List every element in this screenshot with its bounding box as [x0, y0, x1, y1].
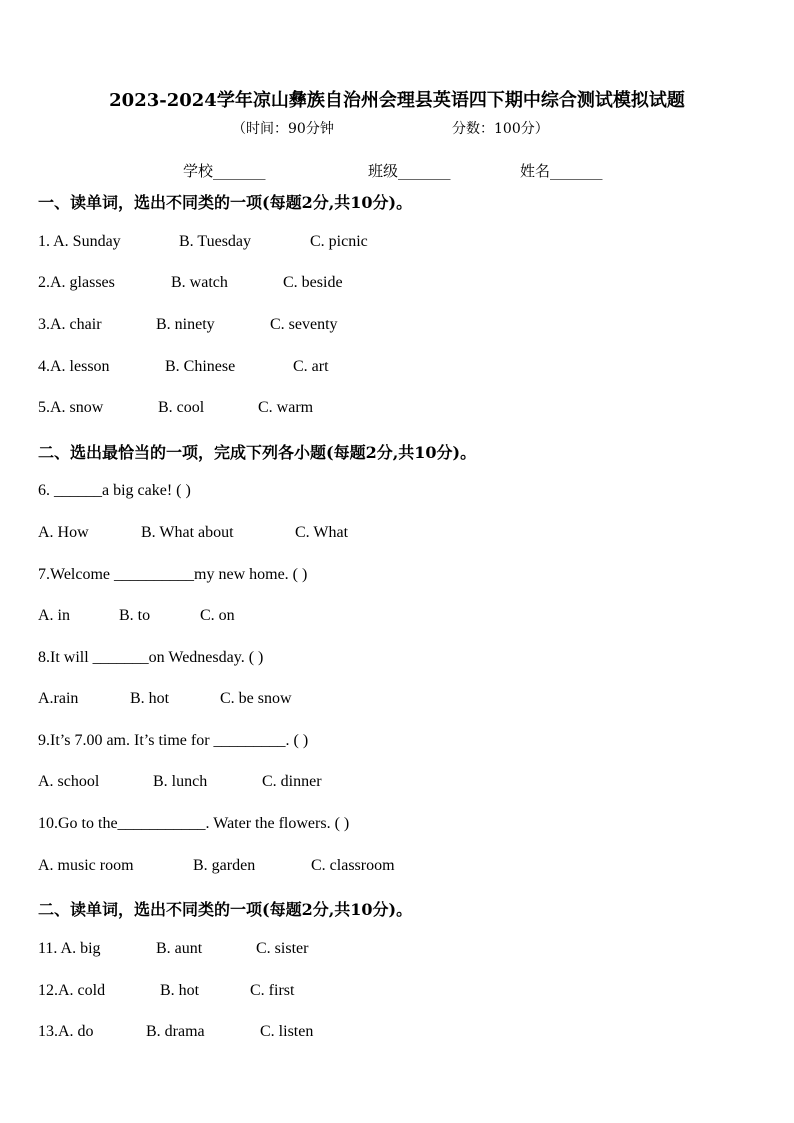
- option-a: 3.A. chair: [38, 316, 102, 333]
- option-c: C. beside: [283, 274, 343, 291]
- exam-time: （时间：90分钟: [232, 121, 334, 137]
- section-1-heading: 一、读单词，选出不同类的一项(每题2分,共10分)。: [38, 193, 413, 212]
- option-b: B. hot: [160, 982, 200, 999]
- option-b: B. Chinese: [165, 358, 236, 375]
- option-b: B. to: [119, 607, 151, 624]
- option-b: B. cool: [158, 399, 205, 416]
- option-a: A.rain: [38, 690, 79, 707]
- school-field: 学校_______: [183, 162, 266, 180]
- option-a: 4.A. lesson: [38, 358, 110, 375]
- page-title: 2023-2024学年凉山彝族自治州会理县英语四下期中综合测试模拟试题: [109, 90, 685, 111]
- question-9-stem: 9.It’s 7.00 am. It’s time for _________. ( ): [38, 732, 309, 749]
- exam-score: 分数：100分）: [452, 121, 549, 137]
- option-b: B. ninety: [156, 316, 215, 333]
- option-a: A. school: [38, 773, 100, 790]
- option-a: 2.A. glasses: [38, 274, 115, 291]
- option-b: B. aunt: [156, 940, 203, 957]
- option-c: C. dinner: [262, 773, 322, 790]
- option-a: 1. A. Sunday: [38, 233, 121, 250]
- section-2-heading: 二、选出最恰当的一项，完成下列各小题(每题2分,共10分)。: [38, 443, 477, 462]
- option-c: C. What: [295, 524, 349, 541]
- option-a: 11. A. big: [38, 940, 101, 957]
- option-c: C. first: [250, 982, 295, 999]
- option-c: C. picnic: [310, 233, 368, 250]
- option-a: 12.A. cold: [38, 982, 106, 999]
- option-c: C. sister: [256, 940, 309, 957]
- option-b: B. drama: [146, 1023, 205, 1040]
- option-c: C. be snow: [220, 690, 292, 707]
- option-a: A. in: [38, 607, 70, 624]
- class-field: 班级_______: [368, 162, 451, 180]
- question-8-stem: 8.It will _______on Wednesday. ( ): [38, 649, 264, 666]
- option-a: A. How: [38, 524, 89, 541]
- question-6-stem: 6. ______a big cake! ( ): [38, 482, 191, 499]
- option-b: B. garden: [193, 857, 256, 874]
- section-3-heading: 二、读单词，选出不同类的一项(每题2分,共10分)。: [38, 900, 413, 919]
- option-c: C. art: [293, 358, 329, 375]
- option-b: B. Tuesday: [179, 233, 252, 250]
- option-b: B. watch: [171, 274, 228, 291]
- option-c: C. seventy: [270, 316, 338, 333]
- option-a: A. music room: [38, 857, 134, 874]
- option-b: B. What about: [141, 524, 234, 541]
- option-c: C. warm: [258, 399, 314, 416]
- option-b: B. hot: [130, 690, 170, 707]
- option-a: 13.A. do: [38, 1023, 94, 1040]
- option-c: C. listen: [260, 1023, 314, 1040]
- name-field: 姓名_______: [520, 162, 603, 180]
- option-a: 5.A. snow: [38, 399, 104, 416]
- option-c: C. on: [200, 607, 235, 624]
- question-7-stem: 7.Welcome __________my new home. ( ): [38, 566, 308, 583]
- option-c: C. classroom: [311, 857, 395, 874]
- option-b: B. lunch: [153, 773, 208, 790]
- question-10-stem: 10.Go to the___________. Water the flowers. ( ): [38, 815, 350, 832]
